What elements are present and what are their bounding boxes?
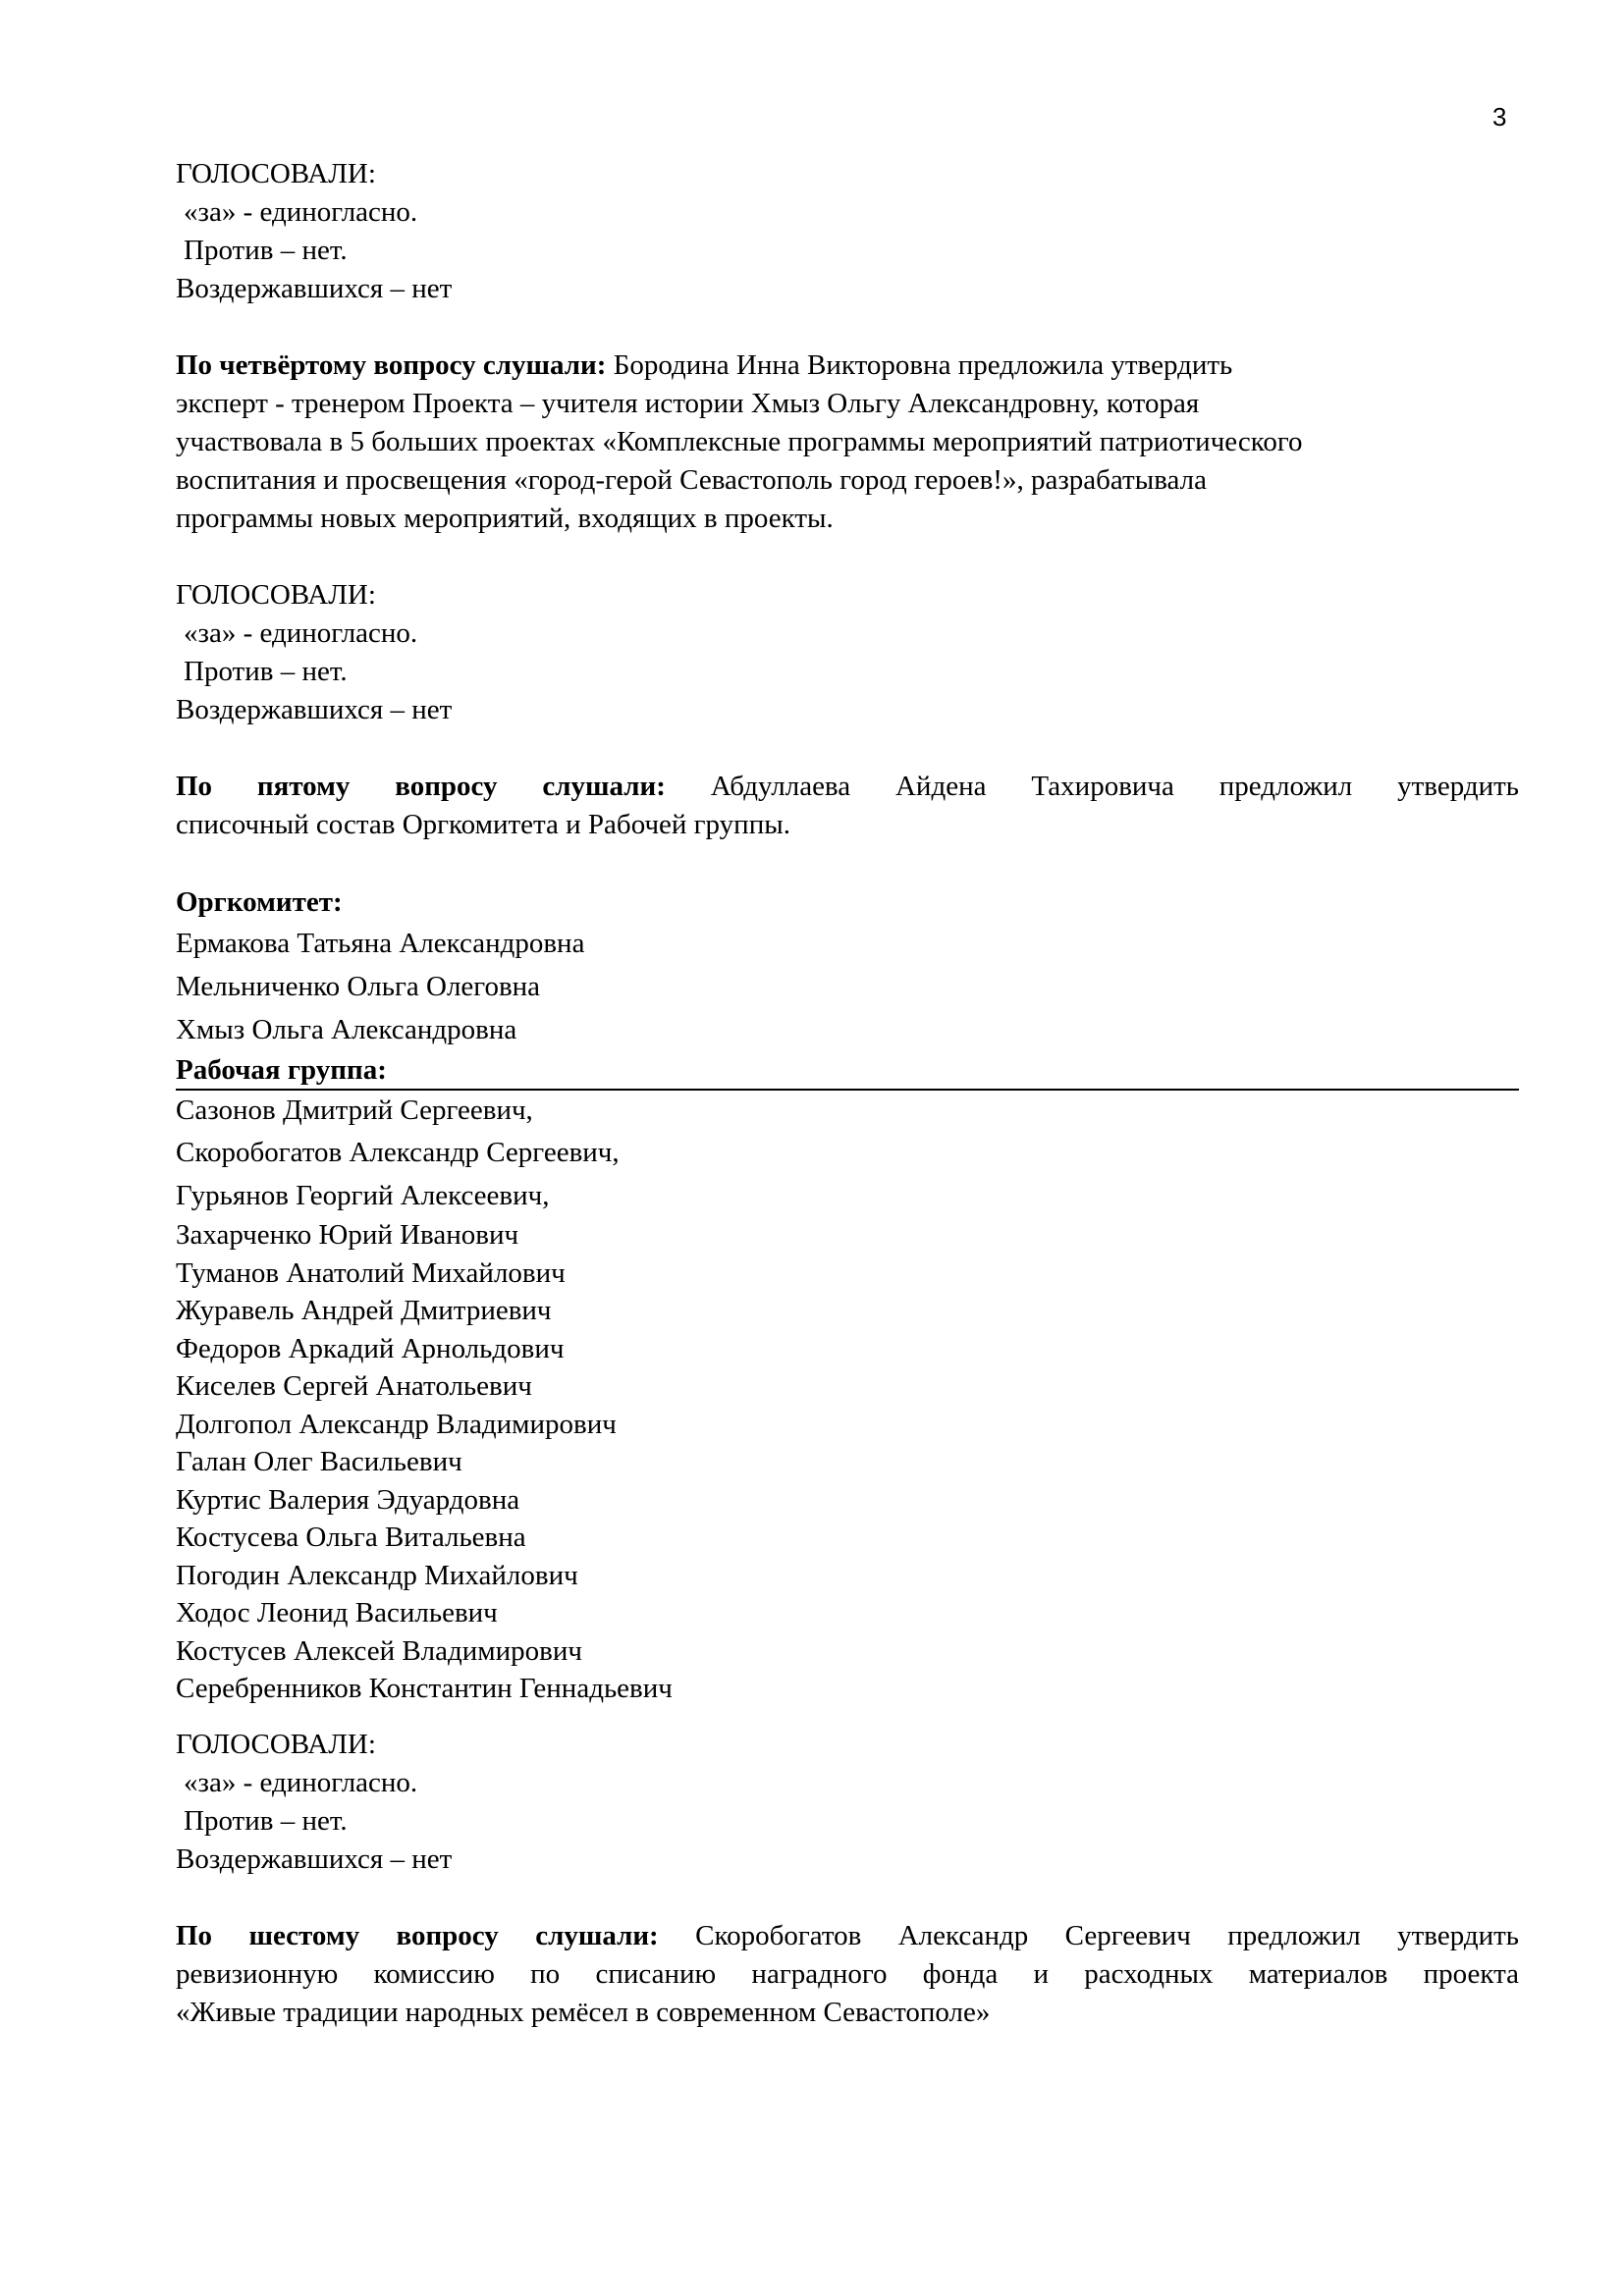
- list-item: Галан Олег Васильевич: [176, 1446, 462, 1477]
- list-item: Киселев Сергей Анатольевич: [176, 1370, 532, 1402]
- working-group-section: [176, 1051, 1519, 1708]
- question-4-line-3: участвовала в 5 больших проектах «Комплексные программы мероприятий патриотического: [176, 426, 1303, 457]
- list-item: Костусева Ольга Витальевна: [176, 1522, 526, 1553]
- working-group-list: [176, 1091, 1519, 1708]
- list-item: Гурьянов Георгий Алексеевич,: [176, 1180, 550, 1211]
- question-5-line-1: [176, 768, 1519, 806]
- list-item: Костусев Алексей Владимирович: [176, 1634, 582, 1667]
- question-4-line-2: эксперт - тренером Проекта – учителя истории Хмыз Ольгу Александровну, которая: [176, 388, 1200, 419]
- list-item: Сазонов Дмитрий Сергеевич,: [176, 1095, 533, 1126]
- question-4-line-4: воспитания и просвещения «город-герой Севастополь город героев!», разрабатывала: [176, 464, 1207, 496]
- vote-abstained: Воздержавшихся – нет: [176, 694, 453, 725]
- question-6-text-1: Скоробогатов Александр Сергеевич предложил утвердить: [658, 1919, 1519, 1951]
- list-item: Мельниченко Ольга Олеговна: [176, 971, 541, 1002]
- vote-for: «за» - единогласно.: [184, 617, 418, 649]
- question-4-line-1: [176, 347, 1519, 385]
- orgcommittee-title: Оргкомитет:: [176, 886, 343, 918]
- vote-title: ГОЛОСОВАЛИ:: [176, 158, 376, 189]
- vote-title: ГОЛОСОВАЛИ:: [176, 1728, 376, 1760]
- list-item: Куртис Валерия Эдуардовна: [176, 1483, 520, 1516]
- question-6-lead: По шестому вопросу слушали:: [176, 1919, 659, 1951]
- vote-for: «за» - единогласно.: [184, 196, 418, 228]
- list-item: Федоров Аркадий Арнольдович: [176, 1332, 565, 1364]
- question-5-lead: По пятому вопросу слушали:: [176, 771, 666, 802]
- list-item: Долгопол Александр Владимирович: [176, 1408, 617, 1440]
- question-5-paragraph: [176, 768, 1519, 844]
- page-number: 3: [1492, 102, 1507, 132]
- question-6-line-3: «Живые традиции народных ремёсел в современном Севастополе»: [176, 1996, 991, 2028]
- vote-block: [176, 576, 1519, 729]
- vote-block: [176, 1726, 1519, 1879]
- list-item: Серебренников Константин Геннадьевич: [176, 1673, 673, 1704]
- list-item: Хмыз Ольга Александровна: [176, 1014, 517, 1045]
- list-item: Ходос Леонид Васильевич: [176, 1597, 498, 1629]
- document-body: [176, 155, 1519, 2070]
- question-4-lead: По четвёртому вопросу слушали:: [176, 349, 607, 381]
- list-item: Скоробогатов Александр Сергеевич,: [176, 1137, 620, 1168]
- vote-against: Против – нет.: [184, 1804, 348, 1837]
- question-4-paragraph: [176, 347, 1519, 538]
- list-item: Захарченко Юрий Иванович: [176, 1219, 519, 1251]
- list-item: Журавель Андрей Дмитриевич: [176, 1295, 552, 1326]
- question-4-line-5: программы новых мероприятий, входящих в проекты.: [176, 503, 834, 534]
- vote-title: ГОЛОСОВАЛИ:: [176, 579, 376, 611]
- list-item: Погодин Александр Михайлович: [176, 1559, 578, 1591]
- vote-against: Против – нет.: [184, 656, 348, 687]
- orgcommittee-section: [176, 882, 1519, 1051]
- vote-abstained: Воздержавшихся – нет: [176, 273, 453, 304]
- working-group-title: Рабочая группа:: [176, 1051, 1519, 1091]
- question-5-text-1: Абдуллаева Айдена Тахировича предложил утвердить: [665, 771, 1519, 802]
- question-6-line-2: ревизионную комиссию по списанию наградного фонда и расходных материалов проекта: [176, 1957, 1519, 1990]
- vote-abstained: Воздержавшихся – нет: [176, 1842, 453, 1875]
- question-6-paragraph: [176, 1917, 1519, 2032]
- vote-for: «за» - единогласно.: [184, 1766, 418, 1798]
- question-6-line-1: [176, 1917, 1519, 1955]
- list-item: Ермакова Татьяна Александровна: [176, 928, 585, 959]
- question-5-line-2: списочный состав Оргкомитета и Рабочей группы.: [176, 809, 790, 840]
- list-item: Туманов Анатолий Михайлович: [176, 1256, 566, 1289]
- orgcommittee-list: [176, 922, 1519, 1051]
- vote-block: [176, 155, 1519, 308]
- vote-against: Против – нет.: [184, 235, 348, 266]
- question-4-text-1: Бородина Инна Викторовна предложила утвердить: [606, 349, 1233, 381]
